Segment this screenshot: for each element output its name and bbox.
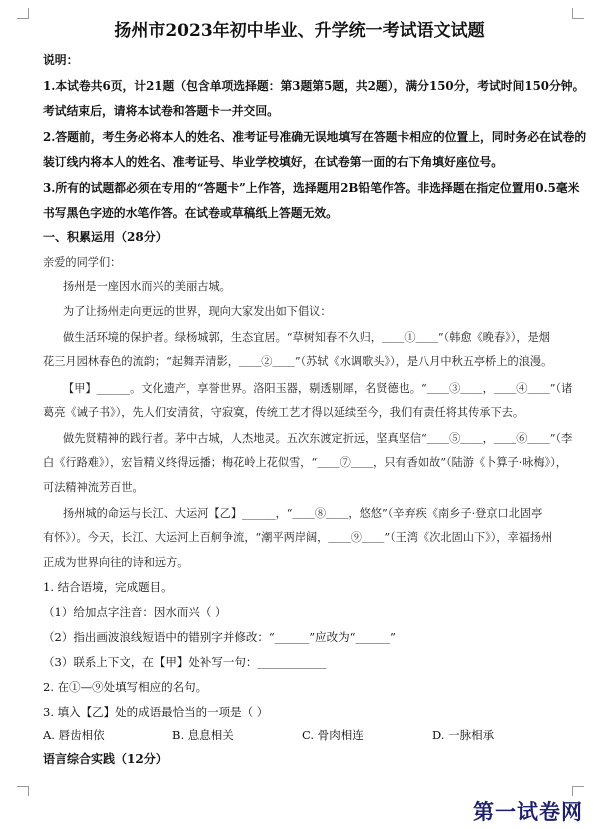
passage-line-2: 为了让扬州走向更远的世界，现向大家发出如下倡议： [63,305,332,318]
option-d: D. 一脉相承 [432,728,495,742]
question-1-1: （1）给加点字注音：因水而兴（ ） [43,605,227,619]
passage-line-8: 白《行路难》），宏旨精义终得远播；梅花岭上花似雪，“＿＿⑦＿＿，只有香如故”（陆游《卜算子·咏梅》）， [43,456,567,469]
passage-line-4: 花三月园林春色的流韵；“起舞弄清影，＿＿②＿＿”（苏轼《水调歌头》），是八月中秋五亭桥上的浪漫。 [43,355,553,368]
question-1: 1. 结合语境，完成题目。 [43,580,173,594]
instruction-2a: 2.答题前，考生务必将本人的姓名、准考证号准确无误地填写在答题卡相应的位置上，同时务必在试卷的 [43,130,587,144]
passage-line-5: 【甲】______。文化遗产，享誉世界。洛阳玉器，剔透剔犀，名贤德也。“＿＿③＿＿，＿＿④＿＿”（诸 [63,382,573,395]
question-3: 3. 填入【乙】处的成语最恰当的一项是（ ） [43,705,269,719]
passage-line-10: 扬州城的命运与长江、大运河【乙】______，“＿＿⑧＿＿，悠悠”（辛弃疾《南乡子·登京口北固亭 [63,507,543,520]
crop-mark-bottom-left [28,786,39,796]
instruction-3b: 书写黑色字迹的水笔作答。在试卷或草稿纸上答题无效。 [43,206,338,220]
passage-line-11: 有怀》）。今天，长江、大运河上百舸争流，“潮平两岸阔，＿＿⑨＿＿”（王湾《次北固山下》），幸福扬州 [43,531,553,544]
crop-mark-top-right [562,8,573,18]
instructions-heading: 说明： [43,53,79,67]
passage-greeting: 亲爱的同学们： [43,256,122,269]
passage-line-1: 扬州是一座因水而兴的美丽古城。 [63,280,231,293]
passage-line-9: 可法精神流芳百世。 [43,481,144,494]
instruction-1a: 1.本试卷共6页，计21题（包含单项选择题：第3题第5题，共2题），满分150分，考试时间150分钟。 [43,79,585,93]
section-2-heading: 语言综合实践（12分） [43,752,168,766]
instruction-3a: 3.所有的试题都必须在专用的“答题卡”上作答，选择题用2B铅笔作答。非选择题在指定位置用0.5毫米 [43,181,580,195]
instruction-2b: 装订线内将本人的姓名、准考证号、毕业学校填好，在试卷第一面的右下角填好座位号。 [43,155,504,169]
passage-line-6: 葛亮《诫子书》），先人们安清贫，守寂寞，传统工艺才得以延续至今，我们有责任将其传承下去。 [43,406,525,419]
question-2: 2. 在①—⑨处填写相应的名句。 [43,680,208,694]
instruction-1b: 考试结束后，请将本试卷和答题卡一并交回。 [43,104,279,118]
crop-mark-bottom-right [562,786,573,796]
passage-line-7: 做先贤精神的践行者。茅中古城，人杰地灵。五次东渡定折远，坚真坚信“＿＿⑤＿＿，＿＿⑥＿＿”（李 [63,432,573,445]
site-watermark: 第一试卷网 [473,800,583,824]
page-title: 扬州市2023年初中毕业、升学统一考试语文试题 [114,21,485,41]
passage-line-3: 做生活环境的保护者。绿杨城郭，生态宜居。“草树知春不久归，＿＿①＿＿”（韩愈《晚春》），是烟 [63,331,550,344]
section-1-heading: 一、积累运用（28分） [43,230,168,244]
crop-mark-top-left [28,8,39,18]
option-a: A. 唇齿相依 [43,728,105,742]
passage-line-12: 正成为世界向往的诗和远方。 [43,556,189,569]
option-b: B. 息息相关 [172,728,234,742]
option-c: C. 骨肉相连 [302,728,364,742]
question-1-3: （3）联系上下文，在【甲】处补写一句：____________ [43,655,327,669]
question-1-2: （2）指出画波浪线短语中的错别字并修改：“______”应改为“______” [43,630,396,644]
